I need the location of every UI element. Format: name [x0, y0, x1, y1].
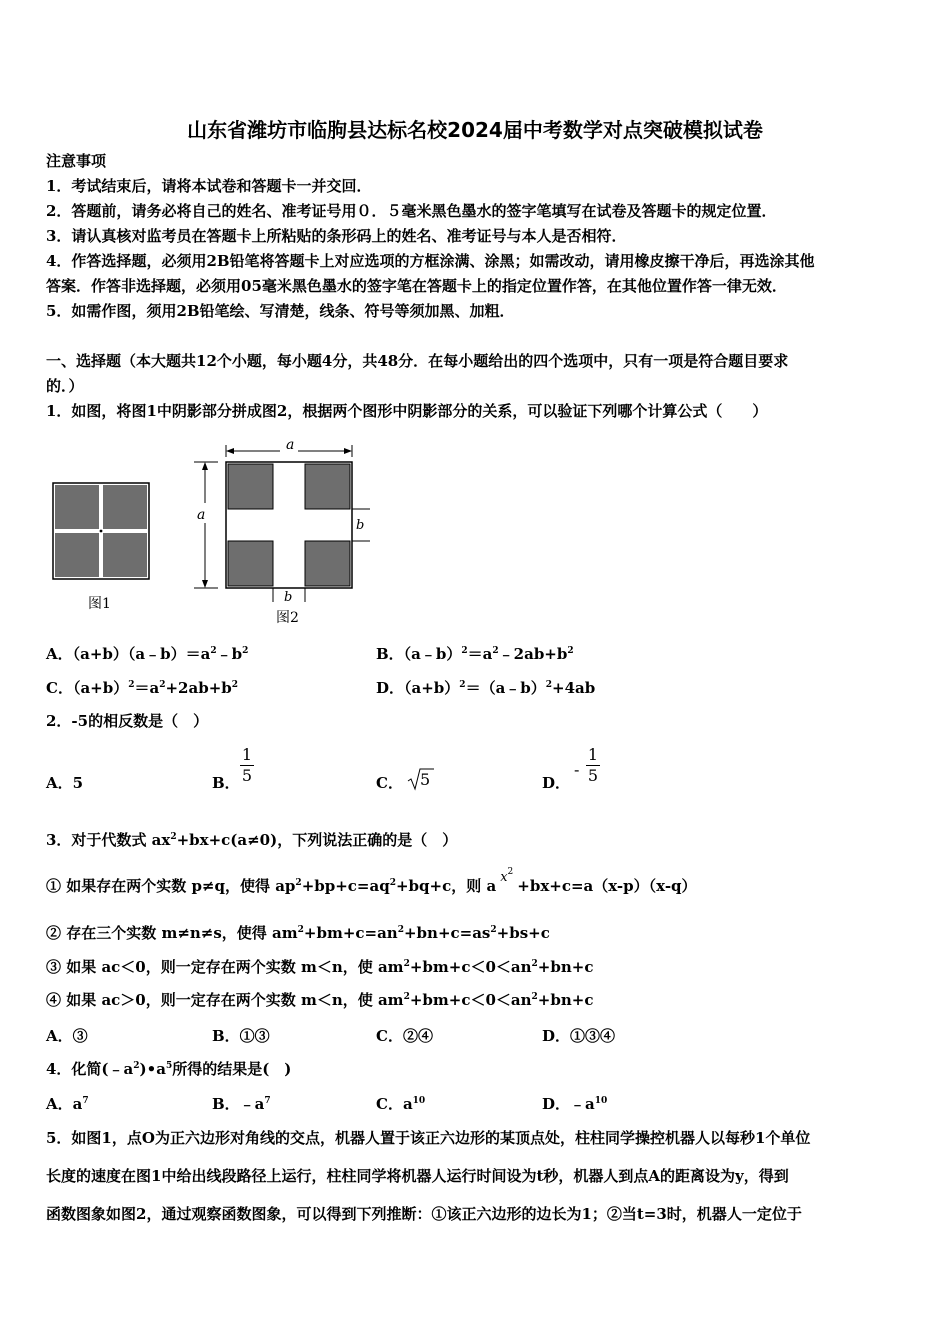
notice-item-3: 3．请认真核对监考员在答题卡上所粘贴的条形码上的姓名、准考证号与本人是否相符． — [46, 227, 627, 245]
q3-option-a: A．③ — [46, 1027, 88, 1045]
notice-heading: 注意事项 — [46, 152, 107, 170]
q2-stem: 2．-5的相反数是（ ） — [46, 712, 209, 730]
q2-option-d-minus: - — [574, 760, 580, 779]
q5-line-2: 长度的速度在图1中给出线段路径上运行，柱柱同学将机器人运行时间设为t秒，机器人到点A的距离设为y，得到 — [46, 1167, 789, 1185]
figure-2-label: 图2 — [276, 610, 299, 626]
notice-item-5: 5．如需作图，须用2B铅笔绘、写清楚，线条、符号等须加黑、加粗． — [46, 302, 515, 320]
q1-option-a: A．$(a+b)(a﹣b)=a^2﹣b^2$ — [46, 645, 249, 663]
dim-a-top-label: a — [286, 437, 295, 453]
q3-statement-3: ③ 如果 ac＜0，则一定存在两个实数 m＜n，使 $am^2+bm+c<0<an^2+bn+c$ — [46, 958, 594, 976]
q5-line-1: 5．如图1，点O为正六边形对角线的交点，机器人置于该正六边形的某顶点处，柱柱同学操控机器人以每秒1个单位 — [46, 1129, 811, 1147]
dim-a-left-label: a — [197, 507, 206, 523]
q2-option-d: D． — [542, 774, 571, 792]
page-title: 山东省潍坊市临朐县达标名校2024届中考数学对点突破模拟试卷 — [187, 118, 763, 142]
q3-option-b: B．①③ — [212, 1027, 270, 1045]
figure-1-label: 图1 — [88, 596, 111, 612]
notice-item-4: 4．作答选择题，必须用2B铅笔将答题卡上对应选项的方框涂满、涂黑；如需改动，请用橡皮擦干净后，再选涂其他 — [46, 252, 815, 270]
q2-option-c-radicand: 5 — [420, 770, 431, 789]
section-heading-cont: 的．） — [46, 377, 84, 395]
q3-stem: 3．对于代数式 $ax^2+bx+c(a\ne 0)$，下列说法正确的是（ ） — [46, 831, 458, 849]
q1-option-b: B．$(a﹣b)^2=a^2﹣2ab+b^2$ — [376, 645, 574, 663]
q3-statement-1: ① 如果存在两个实数 p≠q，使得 $ap^2+bp+c=aq^2+bq+c$，则 a $x^2+bx+c=a(x-p)(x-q)$ — [46, 867, 697, 895]
q3-statement-4: ④ 如果 ac＞0，则一定存在两个实数 m＜n，使 $am^2+bm+c<0<an^2+bn+c$ — [46, 991, 594, 1009]
q2-option-d-fraction: 1 5 — [587, 745, 599, 785]
q2-option-b: B． — [212, 774, 240, 792]
q2-option-c: C． — [376, 774, 403, 792]
q1-figures — [40, 435, 380, 630]
section-heading: 一、选择题（本大题共12个小题，每小题4分，共48分．在每小题给出的四个选项中，只有一项是符合题目要求 — [46, 352, 789, 370]
figure-1 — [53, 483, 149, 579]
q4-stem: 4．化简$(﹣a^2)•a^5$所得的结果是( ) — [46, 1060, 292, 1078]
notice-item-4-cont: 答案．作答非选择题，必须用05毫米黑色墨水的签字笔在答题卡上的指定位置作答，在其他位置作答一律无效． — [46, 277, 787, 295]
q4-option-d: D．$﹣a^{10}$ — [542, 1095, 608, 1113]
q2-option-a: A．5 — [46, 774, 84, 792]
q4-option-c: C．$a^{10}$ — [376, 1095, 426, 1113]
q4-option-b: B．$﹣a^7$ — [212, 1095, 271, 1113]
q5-line-3: 函数图象如图2，通过观察函数图象，可以得到下列推断：①该正六边形的边长为1；②当t=3时，机器人一定位于 — [46, 1205, 802, 1223]
q3-statement-2: ② 存在三个实数 m≠n≠s，使得 $am^2+bm+c=an^2+bn+c=as^2+bs+c$ — [46, 924, 550, 942]
q2-option-b-fraction: 1 5 — [241, 745, 253, 785]
notice-item-2: 2．答题前，请务必将自己的姓名、准考证号用０．５毫米黑色墨水的签字笔填写在试卷及答题卡的规定位置． — [46, 202, 777, 220]
figure-2 — [194, 445, 370, 602]
q4-option-a: A．$a^7$ — [46, 1095, 89, 1113]
dim-b-right-label: b — [356, 518, 365, 533]
dim-b-bottom-label: b — [284, 590, 293, 605]
q3-option-c: C．②④ — [376, 1027, 433, 1045]
q1-option-d: D．$(a+b)^2=(a﹣b)^2+4ab$ — [376, 679, 596, 697]
q3-option-d: D．①③④ — [542, 1027, 616, 1045]
q1-option-c: C．$(a+b)^2=a^2+2ab+b^2$ — [46, 679, 239, 697]
q1-stem: 1．如图，将图1中阴影部分拼成图2，根据两个图形中阴影部分的关系，可以验证下列哪个计算公式（ ） — [46, 402, 768, 420]
notice-item-1: 1．考试结束后，请将本试卷和答题卡一并交回． — [46, 177, 372, 195]
